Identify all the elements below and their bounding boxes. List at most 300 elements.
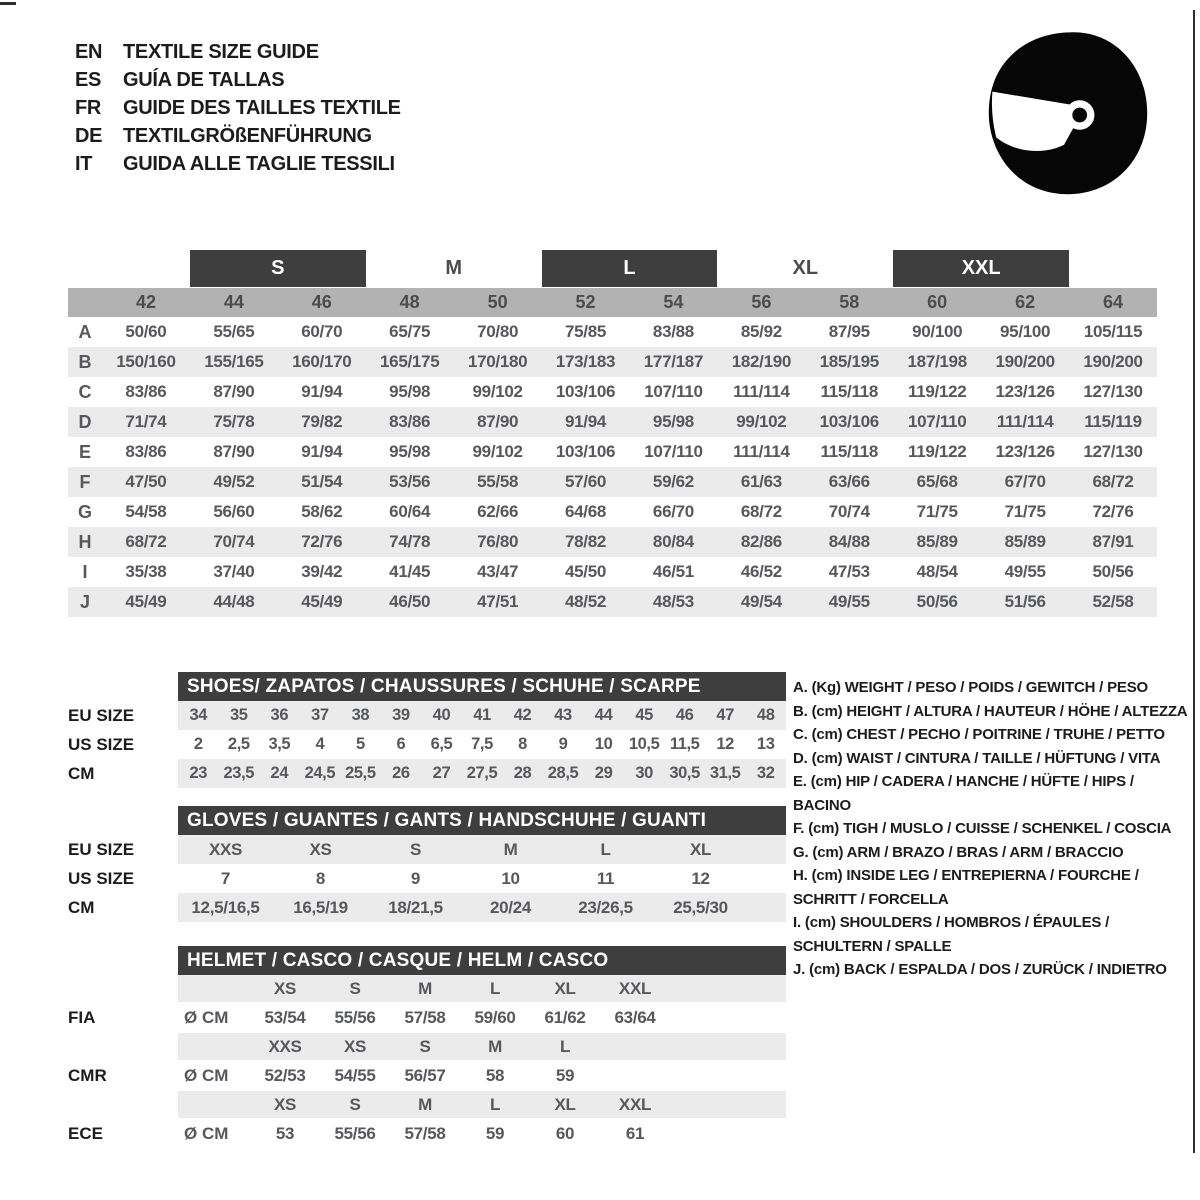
size-value-cell: 95/98 [389, 382, 431, 401]
value-cell: 23,5 [223, 764, 255, 782]
size-value-cell: 87/95 [828, 322, 870, 341]
size-value-cell: 45/49 [125, 592, 167, 611]
language-title: GUIDA ALLE TAGLIE TESSILI [123, 152, 395, 175]
value-cell: 3,5 [268, 735, 291, 753]
helmet-value-cell: 56/57 [404, 1065, 446, 1085]
size-value-cell: 61/63 [740, 472, 782, 491]
size-value-cell: 56/60 [213, 502, 255, 521]
size-value-cell: 58/62 [301, 502, 343, 521]
size-value-cell: 111/114 [733, 442, 790, 461]
size-value-cell: 53/56 [389, 472, 431, 491]
size-value-cell: 45/50 [565, 562, 607, 581]
row-label: CM [68, 763, 95, 783]
language-row [75, 150, 401, 178]
size-value-cell: 83/86 [125, 442, 167, 461]
legend-item-d: D. (cm) WAIST / CINTURA / TAILLE / HÜFTUNG / VITA [793, 749, 1161, 767]
value-cell: 20/24 [489, 897, 532, 917]
size-value-cell: 78/82 [565, 532, 607, 551]
value-cell: 18/21,5 [388, 897, 443, 917]
value-cell: 8 [518, 735, 527, 753]
size-value-cell: 49/55 [1004, 562, 1046, 581]
legend-item-g: G. (cm) ARM / BRAZO / BRAS / ARM / BRACCIO [793, 843, 1124, 861]
size-value-cell: 70/80 [477, 322, 519, 341]
size-value-cell: 46/52 [740, 562, 782, 581]
size-label: 42 [135, 292, 156, 312]
size-value-cell: 71/74 [125, 412, 167, 431]
row-values [178, 1060, 786, 1091]
value-cell: 23/26,5 [578, 897, 633, 917]
numeric-size-row [68, 288, 1157, 317]
value-cell: 35 [230, 706, 248, 724]
helmet-value-cell: 60 [555, 1123, 575, 1143]
helmet-value-row-ece [68, 1118, 786, 1149]
row-letter: H [78, 531, 92, 552]
size-value-cell: 182/190 [731, 352, 792, 371]
size-value-cell: 50/56 [1092, 562, 1134, 581]
size-value-cell: 65/68 [916, 472, 958, 491]
helmet-value-cell: 53/54 [264, 1007, 306, 1027]
value-cell: XXS [208, 839, 243, 859]
size-value-cell: 91/94 [301, 382, 343, 401]
helmet-size-label: XS [273, 978, 297, 998]
row-label: CM [68, 897, 95, 917]
value-cell: 45 [635, 706, 653, 724]
size-value-cell: 70/74 [828, 502, 870, 521]
size-value-cell: 82/86 [740, 532, 782, 551]
language-code: EN [75, 40, 103, 63]
value-cell: 46 [675, 706, 694, 724]
size-label: 56 [751, 292, 772, 312]
value-cell: 5 [356, 735, 365, 753]
size-value-cell: 79/82 [301, 412, 343, 431]
value-cell: 10 [594, 735, 613, 753]
helmet-size-label: XXS [268, 1036, 302, 1056]
size-value-cell: 43/47 [477, 562, 519, 581]
size-value-cell: 160/170 [292, 352, 352, 371]
row-values [178, 1033, 786, 1060]
legend-item-e: E. (cm) HIP / CADERA / HANCHE / HÜFTE / HIPS / BACINO [793, 773, 1134, 814]
size-value-cell: 170/180 [467, 352, 528, 371]
size-value-cell: 50/56 [916, 592, 958, 611]
helmet-size-label: S [349, 1094, 361, 1114]
row-values [178, 1091, 786, 1118]
size-value-cell: 177/187 [643, 352, 704, 371]
language-row [75, 38, 401, 66]
language-title: TEXTILE SIZE GUIDE [123, 40, 319, 63]
size-group-m: M [445, 257, 462, 279]
size-value-cell: 50/60 [125, 322, 167, 341]
size-value-cell: 45/49 [301, 592, 343, 611]
helmet-value-row-fia [68, 1002, 786, 1033]
size-value-cell: 49/52 [213, 472, 255, 491]
value-cell: 27 [432, 764, 451, 782]
size-value-cell: 35/38 [125, 562, 167, 581]
size-value-cell: 127/130 [1083, 442, 1143, 461]
size-value-cell: 84/88 [828, 532, 870, 551]
size-group-header [68, 250, 1157, 287]
helmet-size-row-ece [68, 1091, 786, 1118]
size-table-body [68, 317, 1157, 617]
size-value-cell: 49/54 [740, 592, 782, 611]
language-row [75, 66, 401, 94]
value-cell: 28,5 [547, 764, 579, 782]
size-value-cell: 85/92 [740, 322, 782, 341]
helmet-size-label: S [349, 978, 361, 998]
size-value-cell: 63/66 [828, 472, 870, 491]
size-value-cell: 47/51 [477, 592, 519, 611]
value-cell: 24,5 [304, 764, 336, 782]
helmet-size-label: XS [273, 1094, 297, 1114]
measurement-row-f [68, 467, 1157, 497]
value-cell: 40 [432, 706, 451, 724]
row-values [178, 759, 786, 788]
language-title: GUÍA DE TALLAS [123, 68, 285, 91]
helmet-size-label: M [418, 978, 432, 998]
size-value-cell: 190/200 [995, 352, 1055, 371]
value-cell: 30 [635, 764, 653, 782]
helmet-size-label: L [559, 1036, 571, 1056]
size-group-xl: XL [792, 257, 819, 279]
size-value-cell: 76/80 [477, 532, 519, 551]
size-value-cell: 83/86 [125, 382, 167, 401]
size-value-cell: 111/114 [733, 382, 790, 401]
value-cell: 12 [716, 735, 734, 753]
language-row [75, 122, 401, 150]
size-value-cell: 83/88 [652, 322, 694, 341]
size-group-l: L [542, 250, 718, 287]
value-cell: 25,5/30 [673, 897, 728, 917]
value-cell: 34 [189, 706, 208, 724]
row-label: US SIZE [68, 868, 135, 888]
diameter-label: Ø CM [184, 1065, 229, 1085]
size-value-cell: 55/65 [213, 322, 255, 341]
size-value-cell: 99/102 [736, 412, 787, 431]
value-cell: 23 [189, 764, 208, 782]
measurement-row-c [68, 377, 1157, 407]
size-value-cell: 64/68 [565, 502, 607, 521]
size-value-cell: 52/58 [1092, 592, 1134, 611]
frame-right-line [1193, 10, 1195, 1153]
row-values [178, 864, 786, 893]
row-letter: B [78, 351, 92, 372]
language-code: ES [75, 68, 102, 91]
language-row [75, 94, 401, 122]
size-value-cell: 115/119 [1084, 412, 1142, 431]
row-values [178, 1118, 786, 1149]
row-letter: J [79, 591, 90, 612]
value-cell: 12,5/16,5 [191, 897, 260, 917]
standard-label: CMR [68, 1065, 107, 1085]
size-value-cell: 48/53 [652, 592, 694, 611]
size-value-cell: 60/70 [301, 322, 343, 341]
value-cell: 7,5 [471, 735, 493, 753]
helmet-size-label: M [488, 1036, 502, 1056]
size-value-cell: 111/114 [996, 412, 1054, 431]
value-cell: 9 [558, 735, 568, 753]
helmet-value-cell: 61/62 [544, 1007, 586, 1027]
helmet-value-cell: 57/58 [404, 1123, 446, 1143]
size-value-cell: 72/76 [1092, 502, 1134, 521]
value-cell: 7 [220, 868, 231, 888]
helmet-value-cell: 59 [485, 1123, 505, 1143]
gloves-table [68, 806, 786, 922]
helmet-size-label: XXL [618, 978, 652, 998]
row-label [68, 1033, 178, 1060]
row-letter: F [79, 471, 91, 492]
language-code: IT [75, 152, 93, 175]
size-value-cell: 71/75 [916, 502, 958, 521]
size-group-s: S [190, 250, 366, 287]
row-letter: D [78, 411, 92, 432]
value-cell: 12 [691, 868, 710, 888]
value-cell: 2,5 [227, 735, 250, 753]
size-label: 44 [223, 292, 244, 312]
size-value-cell: 107/110 [907, 412, 967, 431]
row-values [178, 1002, 786, 1033]
helmet-value-cell: 52/53 [264, 1065, 306, 1085]
row-values [178, 975, 786, 1002]
value-cell: 10,5 [628, 735, 660, 753]
row-label: EU SIZE [68, 839, 135, 859]
row-values [178, 730, 786, 759]
value-cell: L [600, 839, 611, 859]
size-value-cell: 185/195 [819, 352, 879, 371]
helmet-value-cell: 55/56 [334, 1007, 376, 1027]
helmet-size-row-fia [68, 975, 786, 1002]
language-title: GUIDE DES TAILLES TEXTILE [123, 96, 401, 119]
size-value-cell: 95/98 [389, 442, 431, 461]
legend-item-j: J. (cm) BACK / ESPALDA / DOS / ZURÜCK / INDIETRO [793, 961, 1167, 978]
size-value-cell: 99/102 [472, 382, 523, 401]
value-cell: 27,5 [466, 764, 498, 782]
value-cell: 42 [513, 706, 532, 724]
diameter-label: Ø CM [184, 1123, 229, 1143]
size-value-cell: 119/122 [907, 442, 967, 461]
value-cell: 2 [193, 735, 203, 753]
size-value-cell: 47/53 [828, 562, 870, 581]
row-values [178, 701, 786, 730]
helmet-value-cell: 54/55 [334, 1065, 376, 1085]
size-value-cell: 95/98 [652, 412, 694, 431]
size-label: 46 [311, 292, 332, 312]
helmet-table-rows [68, 975, 786, 1149]
size-value-cell: 119/122 [907, 382, 967, 401]
gloves-table-title: GLOVES / GUANTES / GANTS / HANDSCHUHE / GUANTI [178, 806, 786, 835]
size-value-cell: 48/54 [916, 562, 958, 581]
row-letter: E [78, 441, 91, 462]
table-row-us-size [68, 730, 786, 759]
shoes-table-title: SHOES/ ZAPATOS / CHAUSSURES / SCHUHE / SCARPE [178, 672, 786, 701]
helmet-size-label: M [418, 1094, 432, 1114]
size-value-cell: 48/52 [565, 592, 607, 611]
legend-item-b: B. (cm) HEIGHT / ALTURA / HAUTEUR / HÖHE / ALTEZZA [793, 702, 1188, 720]
size-value-cell: 44/48 [213, 592, 255, 611]
size-value-cell: 37/40 [213, 562, 255, 581]
row-label: EU SIZE [68, 705, 135, 725]
size-value-cell: 107/110 [644, 442, 703, 461]
size-value-cell: 123/126 [995, 442, 1055, 461]
measurement-row-j [68, 587, 1157, 617]
size-value-cell: 75/85 [565, 322, 607, 341]
language-code: FR [75, 96, 102, 119]
size-value-cell: 85/89 [1004, 532, 1046, 551]
gloves-table-rows [68, 835, 786, 922]
size-value-cell: 47/50 [125, 472, 167, 491]
measurement-row-g [68, 497, 1157, 527]
size-label: 62 [1015, 292, 1036, 312]
size-value-cell: 107/110 [644, 382, 703, 401]
measurement-row-b [68, 347, 1157, 377]
helmet-size-row-cmr [68, 1033, 786, 1060]
legend-item-h: H. (cm) INSIDE LEG / ENTREPIERNA / FOURCHE / SCHRITT / FORCELLA [793, 867, 1139, 908]
size-value-cell: 46/51 [652, 562, 694, 581]
value-cell: 38 [351, 706, 370, 724]
value-cell: 25,5 [345, 764, 376, 782]
helmet-size-label: L [489, 978, 501, 998]
helmet-size-label: S [419, 1036, 431, 1056]
size-value-cell: 54/58 [125, 502, 167, 521]
garment-size-table [68, 250, 1157, 617]
size-value-cell: 115/118 [820, 382, 879, 401]
measurement-row-d [68, 407, 1157, 437]
size-value-cell: 68/72 [125, 532, 167, 551]
legend-item-f: F. (cm) TIGH / MUSLO / CUISSE / SCHENKEL / COSCIA [793, 820, 1172, 837]
size-value-cell: 72/76 [301, 532, 343, 551]
size-value-cell: 68/72 [1092, 472, 1134, 491]
size-value-cell: 51/56 [1004, 592, 1046, 611]
size-value-cell: 91/94 [565, 412, 607, 431]
language-title: TEXTILGRÖßENFÜHRUNG [123, 124, 372, 147]
value-cell: 39 [392, 706, 410, 724]
helmet-table [68, 946, 786, 1149]
size-value-cell: 87/91 [1092, 532, 1134, 551]
measurement-legend [793, 676, 1193, 982]
table-row-eu-size [68, 701, 786, 730]
table-row-cm [68, 759, 786, 788]
size-value-cell: 155/165 [204, 352, 264, 371]
size-label: 48 [399, 292, 420, 312]
size-value-cell: 123/126 [995, 382, 1055, 401]
helmet-value-cell: 59/60 [474, 1007, 516, 1027]
size-value-cell: 187/198 [907, 352, 967, 371]
size-label: 52 [575, 292, 596, 312]
value-cell: 44 [594, 706, 613, 724]
value-cell: 6,5 [430, 735, 453, 753]
size-value-cell: 49/55 [828, 592, 870, 611]
language-code: DE [75, 124, 103, 147]
size-value-cell: 71/75 [1004, 502, 1046, 521]
table-row-us-size [68, 864, 786, 893]
value-cell: 43 [554, 706, 572, 724]
size-value-cell: 41/45 [389, 562, 431, 581]
shoes-table-rows [68, 701, 786, 788]
value-cell: 8 [315, 868, 326, 888]
row-letter: I [82, 561, 88, 582]
frame-tick [0, 2, 16, 5]
value-cell: 36 [270, 706, 289, 724]
legend-item-c: C. (cm) CHEST / PECHO / POITRINE / TRUHE / PETTO [793, 726, 1165, 743]
size-value-cell: 66/70 [652, 502, 694, 521]
helmet-size-label: XXL [618, 1094, 652, 1114]
size-label: 64 [1103, 292, 1124, 312]
size-value-cell: 150/160 [116, 352, 176, 371]
helmet-value-cell: 59 [555, 1065, 575, 1085]
helmet-value-cell: 57/58 [404, 1007, 446, 1027]
size-value-cell: 173/183 [555, 352, 616, 371]
size-value-cell: 75/78 [213, 412, 255, 431]
size-label: 60 [927, 292, 948, 312]
row-label: US SIZE [68, 734, 135, 754]
value-cell: 37 [311, 706, 329, 724]
measurement-row-i [68, 557, 1157, 587]
value-cell: 13 [756, 735, 775, 753]
table-row-cm [68, 893, 786, 922]
size-value-cell: 57/60 [565, 472, 607, 491]
size-label: 54 [663, 292, 684, 312]
row-letter: A [78, 321, 92, 342]
size-value-cell: 95/100 [1000, 322, 1051, 341]
size-label: 50 [487, 292, 508, 312]
legend-item-a: A. (Kg) WEIGHT / PESO / POIDS / GEWITCH / PESO [793, 679, 1148, 696]
measurement-row-a [68, 317, 1157, 347]
helmet-table-title: HELMET / CASCO / CASQUE / HELM / CASCO [178, 946, 786, 975]
size-value-cell: 103/106 [819, 412, 879, 431]
row-letter: C [78, 381, 92, 402]
value-cell: 32 [756, 764, 775, 782]
size-value-cell: 91/94 [301, 442, 343, 461]
value-cell: XS [309, 839, 332, 859]
size-value-cell: 70/74 [213, 532, 255, 551]
value-cell: 28 [513, 764, 532, 782]
value-cell: 16,5/19 [293, 897, 348, 917]
value-cell: 11 [596, 868, 615, 888]
helmet-size-label: XS [343, 1036, 367, 1056]
racing-helmet-icon [978, 25, 1158, 205]
helmet-value-cell: 61 [625, 1123, 645, 1143]
size-group-xxl: XXL [893, 250, 1069, 287]
size-value-cell: 60/64 [389, 502, 431, 521]
size-value-cell: 83/86 [389, 412, 431, 431]
size-value-cell: 99/102 [472, 442, 523, 461]
size-value-cell: 59/62 [652, 472, 694, 491]
size-label: 58 [839, 292, 860, 312]
size-value-cell: 127/130 [1083, 382, 1143, 401]
helmet-value-cell: 58 [485, 1065, 505, 1085]
row-letter: G [77, 501, 92, 522]
value-cell: 26 [392, 764, 410, 782]
racing-helmet-icon-svg [978, 25, 1158, 205]
size-value-cell: 68/72 [740, 502, 782, 521]
size-value-cell: 90/100 [912, 322, 963, 341]
size-value-cell: 165/175 [380, 352, 440, 371]
size-value-cell: 74/78 [389, 532, 431, 551]
size-value-cell: 80/84 [652, 532, 694, 551]
value-cell: XL [689, 839, 712, 859]
value-cell: 31,5 [709, 764, 741, 782]
size-value-cell: 67/70 [1004, 472, 1046, 491]
helmet-value-row-cmr [68, 1060, 786, 1091]
size-value-cell: 65/75 [389, 322, 431, 341]
size-value-cell: 103/106 [555, 382, 616, 401]
language-title-list [75, 38, 401, 178]
value-cell: 24 [270, 764, 289, 782]
size-value-cell: 87/90 [213, 382, 255, 401]
standard-label: ECE [68, 1123, 103, 1143]
helmet-size-label: XL [554, 978, 576, 998]
measurement-row-h [68, 527, 1157, 557]
value-cell: 48 [756, 706, 775, 724]
size-value-cell: 46/50 [389, 592, 431, 611]
